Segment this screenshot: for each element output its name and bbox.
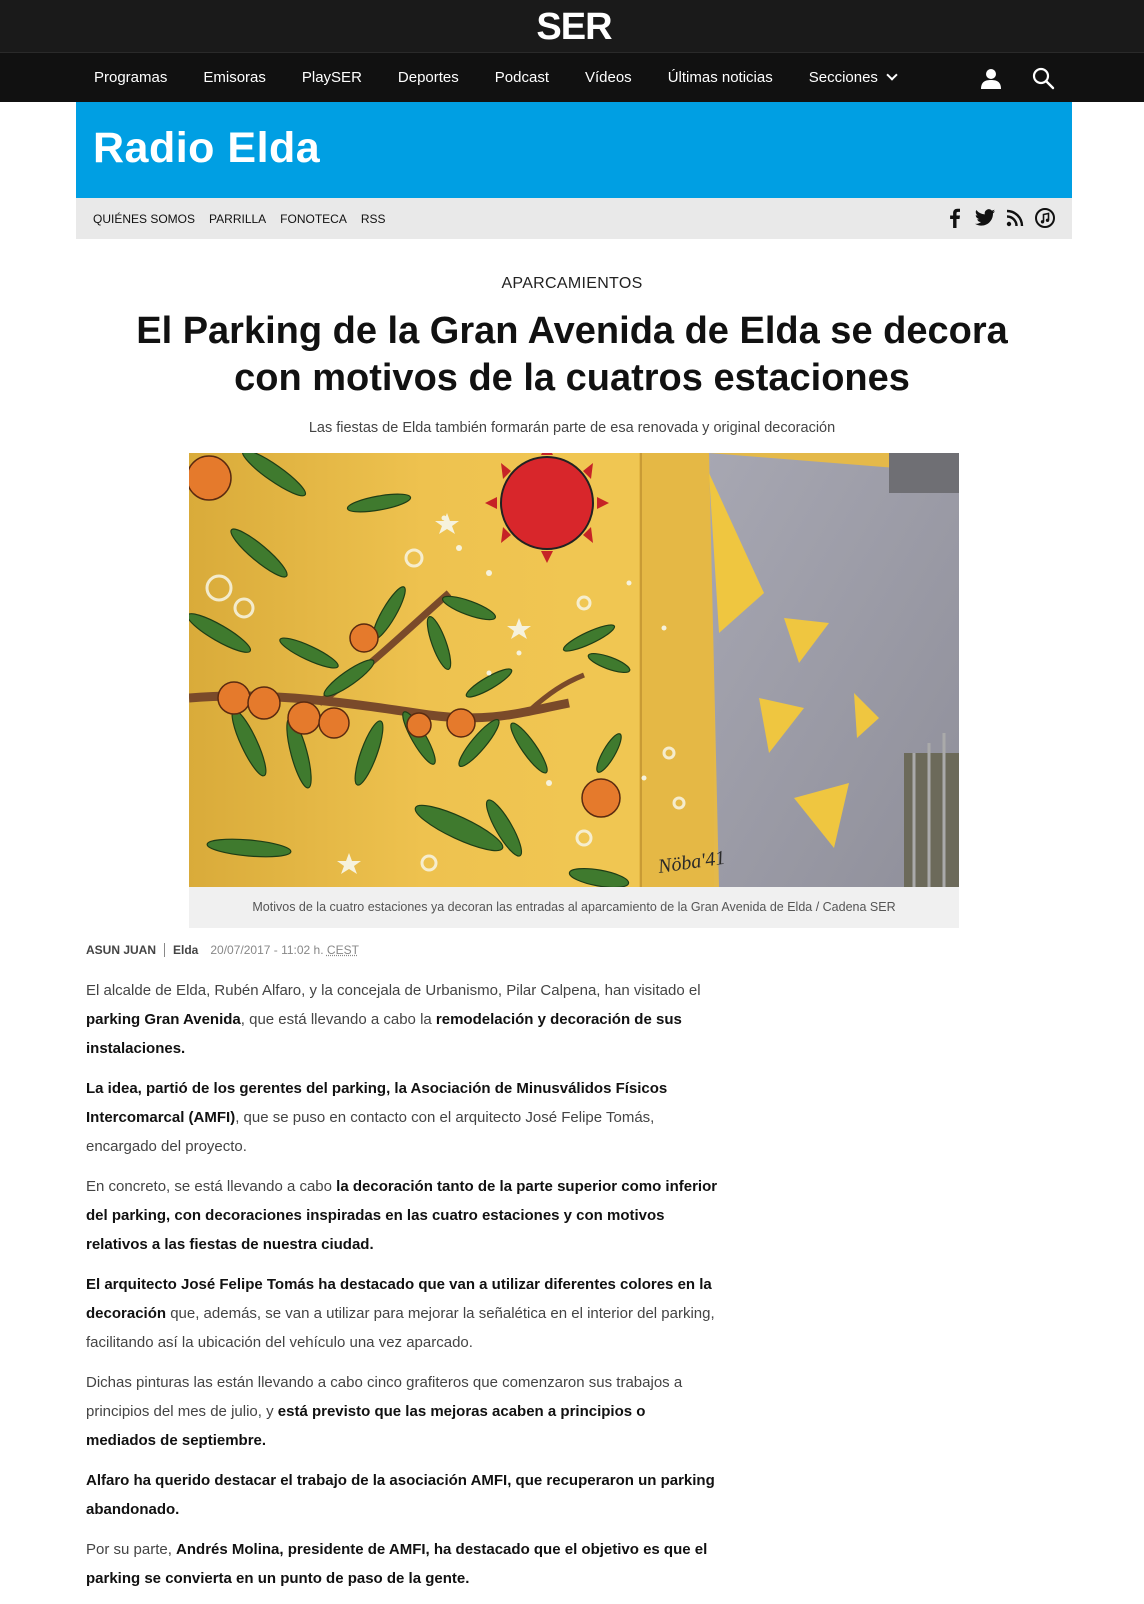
article-image <box>189 453 959 887</box>
bold-text: Alfaro ha querido destacar el trabajo de la asociación AMFI, que recuperaron un parking abandonado. <box>86 1472 715 1518</box>
body-paragraph <box>86 1466 718 1524</box>
bold-text: parking Gran Avenida <box>86 1011 241 1028</box>
user-icon[interactable] <box>979 66 1003 90</box>
text-run: Por su parte, <box>86 1541 177 1558</box>
ser-logo[interactable] <box>524 8 624 44</box>
image-caption-box <box>189 887 959 928</box>
subnav-fonoteca[interactable]: FONOTECA <box>280 211 347 226</box>
byline <box>86 941 359 959</box>
svg-text:SER: SER <box>536 8 612 44</box>
publish-date <box>210 943 359 957</box>
text-run: , que está llevando a cabo la <box>240 1011 436 1028</box>
chevron-down-icon <box>886 69 897 80</box>
search-icon[interactable] <box>1031 66 1055 90</box>
bold-text: Andrés Molina, presidente de AMFI, ha destacado que el objetivo es que el parking se convierta en un punto de paso de la gente. <box>86 1541 708 1587</box>
body-paragraph <box>86 1535 718 1593</box>
body-paragraph <box>86 976 718 1063</box>
bold-text: la decoración tanto de la parte superior como inferior del parking, con decoraciones inspiradas en las cuatro estaciones y con motivos relativos a las fiestas de nuestra ciudad. <box>86 1178 718 1253</box>
subnav-quienes-somos[interactable]: QUIÉNES SOMOS <box>93 211 196 226</box>
nav-playser[interactable]: PlaySER <box>301 69 362 86</box>
nav-deportes[interactable]: Deportes <box>397 69 459 86</box>
nav-programas[interactable]: Programas <box>94 69 168 86</box>
nav-ultimas-noticias[interactable]: Últimas noticias <box>667 69 773 86</box>
image-caption: Motivos de la cuatro estaciones ya decoran las entradas al aparcamiento de la Gran Avenida de Elda / Cadena SER <box>252 900 896 914</box>
subnav-rss[interactable]: RSS <box>360 211 386 226</box>
publish-date-value: 20/07/2017 - 11:02 h. <box>210 943 324 957</box>
text-run: que, además, se van a utilizar para mejorar la señalética en el interior del parking, facilitando así la ubicación del vehículo una vez aparcado. <box>86 1305 715 1351</box>
bold-text: La idea, partió de los gerentes del parking, la Asociación de Minusválidos Físicos Intercomarcal (AMFI) <box>86 1080 668 1126</box>
author-link[interactable]: ASUN JUAN <box>86 943 157 957</box>
bold-text: El arquitecto José Felipe Tomás ha destacado que van a utilizar diferentes colores en la decoración <box>86 1276 712 1322</box>
location-link[interactable]: Elda <box>173 943 199 957</box>
nav-videos[interactable]: Vídeos <box>584 69 632 86</box>
text-run: En concreto, se está llevando a cabo <box>86 1178 337 1195</box>
mural-illustration <box>189 453 959 887</box>
body-paragraph <box>86 1368 718 1455</box>
text-run: , que se puso en contacto con el arquitecto José Felipe Tomás, encargado del proyecto. <box>86 1109 655 1155</box>
station-title[interactable]: Radio Elda <box>93 124 321 172</box>
body-paragraph <box>86 1270 718 1357</box>
brand-bar <box>0 0 1144 52</box>
body-paragraph <box>86 1172 718 1259</box>
twitter-icon[interactable] <box>974 207 996 229</box>
station-subnav <box>76 198 1072 239</box>
body-paragraph <box>86 1074 718 1161</box>
article-headline: El Parking de la Gran Avenida de Elda se decora con motivos de la cuatros estaciones <box>136 310 1008 399</box>
bold-text: remodelación y decoración de sus instalaciones. <box>86 1011 682 1057</box>
subnav-items <box>93 198 400 239</box>
station-banner <box>76 102 1072 198</box>
nav-secciones[interactable] <box>791 53 914 103</box>
facebook-icon[interactable] <box>944 207 966 229</box>
article-kicker[interactable]: APARCAMIENTOS <box>501 275 643 292</box>
main-nav <box>0 52 1144 102</box>
article-subtitle: Las fiestas de Elda también formarán parte de esa renovada y original decoración <box>308 420 836 436</box>
nav-emisoras[interactable]: Emisoras <box>203 69 266 86</box>
article-body <box>86 976 718 1604</box>
nav-secciones-label: Secciones <box>808 69 878 86</box>
podcast-icon[interactable] <box>1034 207 1056 229</box>
bold-text: está previsto que las mejoras acaben a principios o mediados de septiembre. <box>86 1403 646 1449</box>
rss-icon[interactable] <box>1004 207 1026 229</box>
subnav-parrilla[interactable]: PARRILLA <box>209 211 267 226</box>
nav-podcast[interactable]: Podcast <box>494 69 549 86</box>
text-run: El alcalde de Elda, Rubén Alfaro, y la concejala de Urbanismo, Pilar Calpena, han visitado el <box>86 982 701 999</box>
nav-items <box>76 53 914 103</box>
mural-signature: Nöba'41 <box>656 846 727 878</box>
social-links <box>936 207 1056 229</box>
text-run: Dichas pinturas las están llevando a cabo cinco grafiteros que comenzaron sus trabajos a principios del mes de julio, y <box>86 1374 683 1420</box>
byline-separator <box>164 943 165 957</box>
timezone: CEST <box>326 943 359 957</box>
